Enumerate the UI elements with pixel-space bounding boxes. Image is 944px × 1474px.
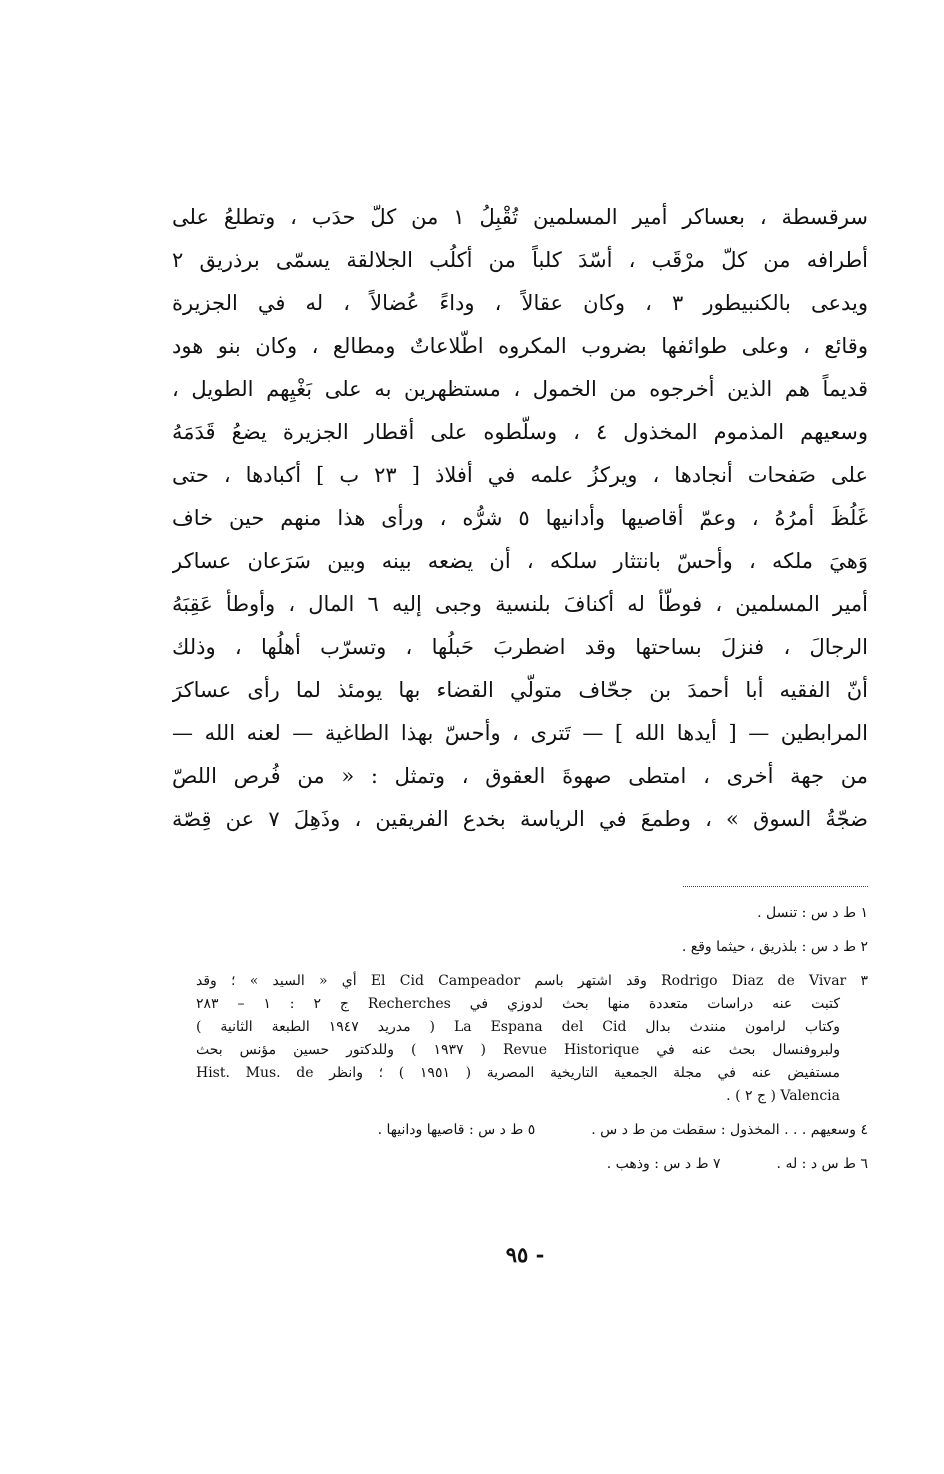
footnote-pair bbox=[196, 1153, 868, 1176]
footnote-5-text: ٥ ط د س : قاصيها ودانيها . bbox=[377, 1122, 536, 1138]
footnote-text: ولبروفنسال بحث عنه في Revue Historique ( ١٩٣٧ ) وللدكتور حسين مؤنس بحث bbox=[196, 1042, 840, 1058]
text-line: أمير المسلمين ، فوطّأ له أكنافَ بلنسية وجبى إليه ٦ المال ، وأوطأ عَقِبَهُ bbox=[172, 592, 868, 616]
footnote-text: وكتاب لرامون منندث بدال La Espana del Cid ( مدريد ١٩٤٧ الطبعة الثانية ) bbox=[196, 1019, 840, 1035]
footnote-3 bbox=[196, 970, 868, 1108]
text-line: على صَفحات أنجادها ، ويركزُ علمه في أفلاذ [ ٢٣ ب ] أكبادها ، حتى bbox=[172, 463, 868, 487]
page-number: - ٩٥ bbox=[505, 1242, 545, 1267]
footnote-separator bbox=[683, 886, 868, 887]
text-line: غَلُظَ أمرُهُ ، وعمّ أقاصيها وأدانيها ٥ شرُّه ، ورأى هذا منهم حين خاف bbox=[172, 506, 868, 530]
footnote-text: Valencia ( ج ٢ ) . bbox=[726, 1088, 840, 1104]
text-line: أطرافه من كلّ مرْقَب ، أسّدَ كلباً من أكلُب الجلالقة يسمّى برذريق ٢ bbox=[172, 248, 868, 272]
footnote-6-text: ٦ ط س د : له . bbox=[776, 1156, 868, 1172]
text-line: ضجّةُ السوق » ، وطمعَ في الرياسة بخدع الفريقين ، وذَهِلَ ٧ عن قِصّة bbox=[172, 807, 868, 831]
text-line: وَهيَ ملكه ، وأحسّ بانتثار سلكه ، أن يضعه بينه وبين سَرَعان عساكر bbox=[172, 549, 868, 573]
footnote-text: ٢ ط د س : بلذريق ، حيثما وقع . bbox=[681, 939, 868, 955]
text-line: وسعيهم المذموم المخذول ٤ ، وسلّطوه على أقطار الجزيرة يضعُ قَدَمَهُ bbox=[172, 420, 868, 444]
text-line: وقائع ، وعلى طوائفها بضروب المكروه اطّلاعاتٌ ومطالع ، وكان بنو هود bbox=[172, 334, 868, 358]
footnote-text: ٣ Rodrigo Diaz de Vivar وقد اشتهر باسم El Cid Campeador أي « السيد » ؛ وقد bbox=[196, 973, 868, 989]
footnote-7-text: ٧ ط د س : وذهب . bbox=[606, 1156, 721, 1172]
text-line: المرابطين — [ أيدها الله ] — تَترى ، وأحسّ بهذا الطاغية — لعنه الله — bbox=[172, 721, 868, 745]
footnote-2 bbox=[196, 936, 868, 959]
footnote-1 bbox=[196, 902, 868, 925]
footnote-4-5 bbox=[196, 1119, 868, 1142]
text-line: الرجالَ ، فنزلَ بساحتها وقد اضطربَ حَبلُها ، وتسرّب أهلُها ، وذلك bbox=[172, 635, 868, 659]
footnote-6-7 bbox=[196, 1153, 868, 1176]
text-line: سرقسطة ، بعساكر أمير المسلمين تُقْبِلُ ١ من كلّ حدَب ، وتطلعُ على bbox=[172, 205, 868, 229]
footnote-4-text: ٤ وسعيهم . . . المخذول : سقطت من ط د س . bbox=[591, 1122, 868, 1138]
footnotes bbox=[196, 902, 868, 1187]
text-line: ويدعى بالكنبيطور ٣ ، وكان عقالاً ، وداءً عُضالاً ، له في الجزيرة bbox=[172, 291, 868, 315]
footnote-pair bbox=[196, 1119, 868, 1142]
footnote-text: مستفيض عنه في مجلة الجمعية التاريخية المصرية ( ١٩٥١ ) ؛ وانظر Hist. Mus. de bbox=[196, 1065, 840, 1081]
text-line: من جهة أخرى ، امتطى صهوةَ العقوق ، وتمثل : « من فُرص اللصّ bbox=[172, 764, 868, 788]
main-text bbox=[172, 196, 868, 841]
text-line: قديماً هم الذين أخرجوه من الخمول ، مستظهرين به على بَغْيِهم الطويل ، bbox=[172, 377, 868, 401]
footnote-text: كتبت عنه دراسات متعددة منها بحث لدوزي في Recherches ج ٢ : ١ – ٢٨٣ bbox=[196, 996, 841, 1012]
text-line: أنّ الفقيه أبا أحمدَ بن جحّاف متولّي القضاء بها يومئذ لما رأى عساكرَ bbox=[172, 678, 868, 702]
footnote-text: ١ ط د س : تنسل . bbox=[757, 905, 868, 921]
